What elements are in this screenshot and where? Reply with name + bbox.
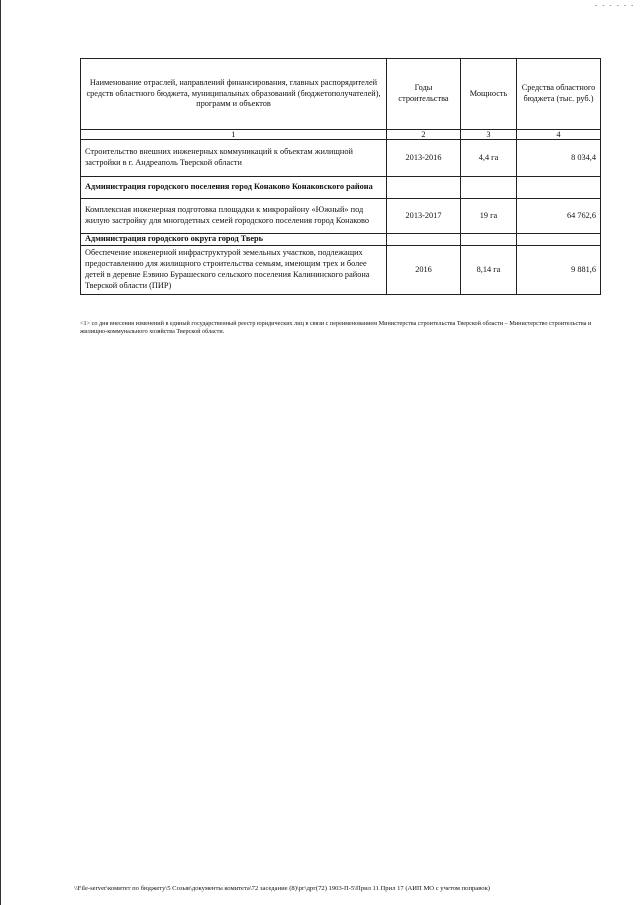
row-capacity: 19 га bbox=[461, 199, 517, 234]
row-funds bbox=[517, 177, 601, 199]
section-name: Администрация городского округа город Тверь bbox=[81, 234, 387, 246]
row-capacity: 4,4 га bbox=[461, 140, 517, 177]
row-capacity: 8,14 га bbox=[461, 246, 517, 295]
row-years bbox=[387, 234, 461, 246]
section-name: Администрация городского поселения город Конаково Конаковского района bbox=[81, 177, 387, 199]
page-left-edge bbox=[0, 0, 1, 905]
col-number: 2 bbox=[387, 130, 461, 140]
header-funds: Средства областного бюджета (тыс. руб.) bbox=[517, 59, 601, 130]
table-row bbox=[81, 140, 601, 177]
row-years: 2013-2017 bbox=[387, 199, 461, 234]
row-funds: 64 762,6 bbox=[517, 199, 601, 234]
row-name: Строительство внешних инженерных коммуникаций к объектам жилищной застройки в г. Андреаполь Тверской области bbox=[81, 140, 387, 177]
col-number: 3 bbox=[461, 130, 517, 140]
row-capacity bbox=[461, 234, 517, 246]
row-capacity bbox=[461, 177, 517, 199]
row-years bbox=[387, 177, 461, 199]
header-capacity: Мощность bbox=[461, 59, 517, 130]
row-funds bbox=[517, 234, 601, 246]
row-name: Комплексная инженерная подготовка площадки к микрорайону «Южный» под жилую застройку для многодетных семей городского поселения город Конаково bbox=[81, 199, 387, 234]
budget-table bbox=[80, 58, 601, 295]
table-row-section bbox=[81, 234, 601, 246]
row-funds: 9 881,6 bbox=[517, 246, 601, 295]
header-name: Наименование отраслей, направлений финансирования, главных распорядителей средств областного бюджета, муниципальных образований (бюджетополучателей), программ и объектов bbox=[81, 59, 387, 130]
col-number: 4 bbox=[517, 130, 601, 140]
header-years: Годы строительства bbox=[387, 59, 461, 130]
footer-file-path: \\File-server\комитет по бюджету\5 Созыв\документы комитета\72 заседание (8)\рг\дрг(72) 1903-П-5\Прил 11 Прил 17 (АИП МО с учетом поправок) bbox=[74, 885, 490, 892]
table-header-row bbox=[81, 59, 601, 130]
row-years: 2016 bbox=[387, 246, 461, 295]
page-corner-mark: - - - - - - bbox=[594, 2, 634, 9]
row-name: Обеспечение инженерной инфраструктурой земельных участков, подлежащих предоставлению для жилищного строительства семьям, имеющим трех и более детей в деревне Еэвино Бурашеского сельского поселения Калининского района Тверской области (ПИР) bbox=[81, 246, 387, 295]
row-funds: 8 034,4 bbox=[517, 140, 601, 177]
table-row-section bbox=[81, 177, 601, 199]
column-number-row bbox=[81, 130, 601, 140]
col-number: 1 bbox=[81, 130, 387, 140]
table-row bbox=[81, 199, 601, 234]
row-years: 2013-2016 bbox=[387, 140, 461, 177]
footnote: <1> со дня внесения изменений в единый государственный реестр юридических лиц в связи с переименованием Министерства строительства Тверской области – Министерство строительства и жилищно-коммунального хозяйства Тверской области. bbox=[80, 320, 592, 336]
table-row bbox=[81, 246, 601, 295]
